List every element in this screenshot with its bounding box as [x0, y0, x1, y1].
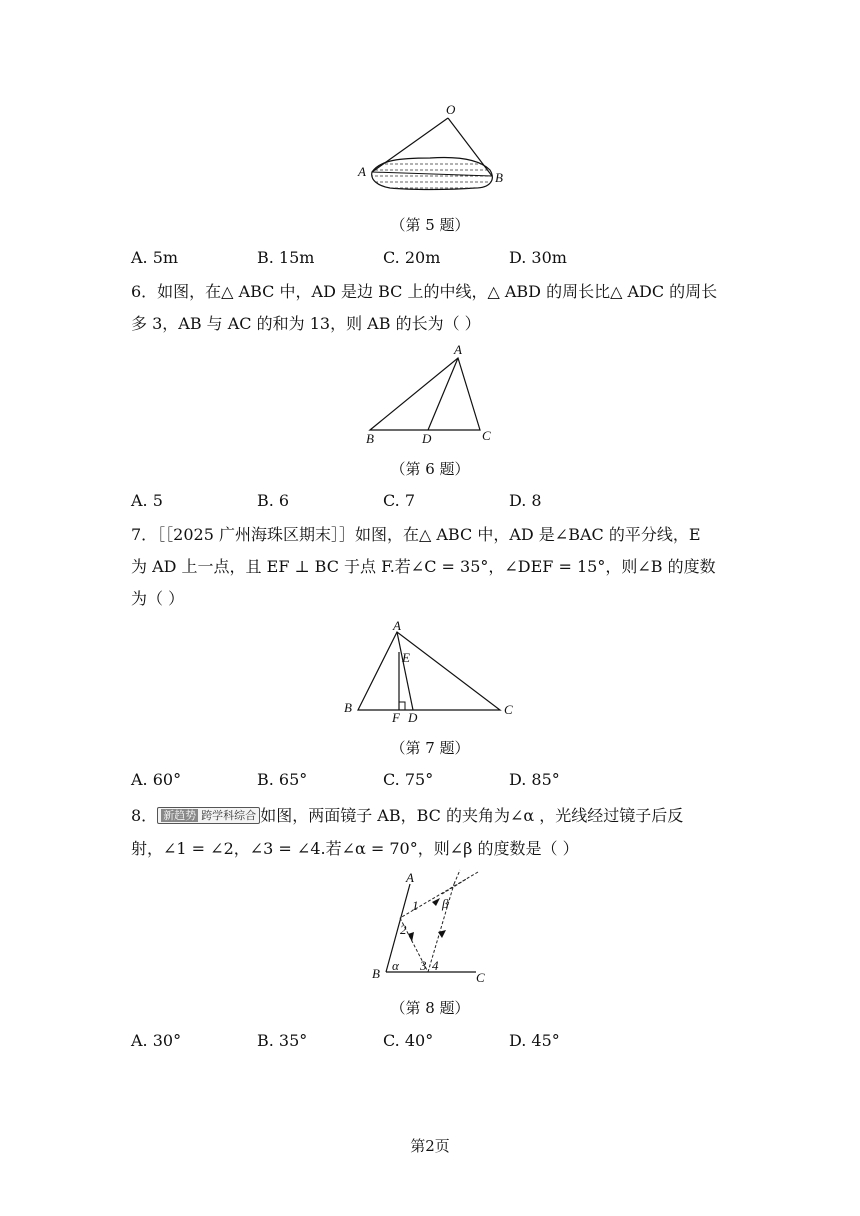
option-b-q5: B. 15m	[257, 248, 315, 267]
label-d: D	[408, 710, 418, 725]
figure-q5	[350, 100, 520, 195]
label-a: A	[454, 342, 462, 357]
median-ad	[428, 358, 458, 430]
segment-ob	[448, 118, 492, 176]
label-a: A	[406, 870, 414, 885]
option-d-q6: D. 8	[509, 491, 542, 510]
option-b-q7: B. 65°	[257, 770, 308, 789]
label-b: B	[366, 431, 374, 446]
label-b: B	[495, 170, 503, 185]
figure-q6	[360, 342, 510, 447]
option-c-q7: C. 75°	[383, 770, 434, 789]
tag-text: 跨学科综合	[201, 809, 257, 822]
question-number: 8．	[131, 806, 158, 825]
page-number: 第2页	[410, 1137, 450, 1155]
arrow-1	[432, 898, 440, 906]
label-f: F	[392, 710, 400, 725]
label-a: A	[358, 164, 366, 179]
option-c-q5: C. 20m	[383, 248, 441, 267]
triangle-abc	[370, 358, 480, 430]
option-d-q5: D. 30m	[509, 248, 567, 267]
option-d-q8: D. 45°	[509, 1031, 560, 1050]
option-b-q8: B. 35°	[257, 1031, 308, 1050]
option-c-q6: C. 7	[383, 491, 416, 510]
question-7-line-3: 为（ ）	[131, 589, 185, 608]
label-1: 1	[412, 898, 419, 913]
option-a-q8: A. 30°	[131, 1031, 182, 1050]
label-c: C	[504, 702, 513, 717]
ray-extension	[454, 870, 460, 884]
ray-extension-2	[442, 878, 468, 894]
caption-q5: （第 5 题）	[390, 216, 470, 234]
caption-q6: （第 6 题）	[390, 460, 470, 478]
option-b-q6: B. 6	[257, 491, 290, 510]
figure-q8	[368, 868, 498, 986]
label-c: C	[476, 970, 485, 985]
label-e: E	[402, 650, 410, 665]
triangle-abc	[358, 632, 500, 710]
question-8-line-1	[131, 803, 683, 826]
option-a-q5: A. 5m	[131, 248, 179, 267]
tag-badge	[157, 807, 260, 824]
question-8-line-2: 射，∠1 = ∠2，∠3 = ∠4.若∠α = 70°，则∠β 的度数是（ ）	[131, 839, 579, 858]
label-2: 2	[400, 922, 407, 937]
caption-q7: （第 7 题）	[390, 739, 470, 757]
option-a-q7: A. 60°	[131, 770, 182, 789]
question-6-line-2: 多 3，AB 与 AC 的和为 13，则 AB 的长为（ ）	[131, 314, 481, 333]
caption-q8: （第 8 题）	[390, 999, 470, 1017]
segment-ab	[372, 172, 492, 176]
label-o: O	[446, 102, 456, 117]
label-3: 3	[420, 958, 427, 973]
question-7-line-2: 为 AD 上一点，且 EF ⊥ BC 于点 F.若∠C = 35°，∠DEF = 15°，则∠B 的度数	[131, 557, 716, 576]
label-d: D	[422, 431, 432, 446]
question-8-text: 如图，两面镜子 AB，BC 的夹角为∠α ，光线经过镜子后反	[260, 806, 684, 825]
label-b: B	[372, 966, 380, 981]
arrow-3	[438, 930, 446, 938]
figure-q7	[340, 618, 530, 726]
arrow-2	[408, 932, 414, 942]
right-angle-mark	[399, 702, 405, 710]
question-6-line-1: 6．如图，在△ ABC 中，AD 是边 BC 上的中线，△ ABD 的周长比△ ADC 的周长	[131, 282, 718, 301]
label-b: B	[344, 700, 352, 715]
label-4: 4	[432, 958, 439, 973]
option-c-q8: C. 40°	[383, 1031, 434, 1050]
option-a-q6: A. 5	[131, 491, 163, 510]
label-alpha: α	[392, 958, 399, 973]
label-beta: β	[442, 896, 449, 911]
question-7-line-1: 7．［［2025 广州海珠区期末］］如图，在△ ABC 中，AD 是∠BAC 的平分线，E	[131, 525, 701, 544]
label-c: C	[482, 428, 491, 443]
tag-new-label: 新趋势	[163, 809, 197, 822]
option-d-q7: D. 85°	[509, 770, 560, 789]
label-a: A	[393, 618, 401, 633]
